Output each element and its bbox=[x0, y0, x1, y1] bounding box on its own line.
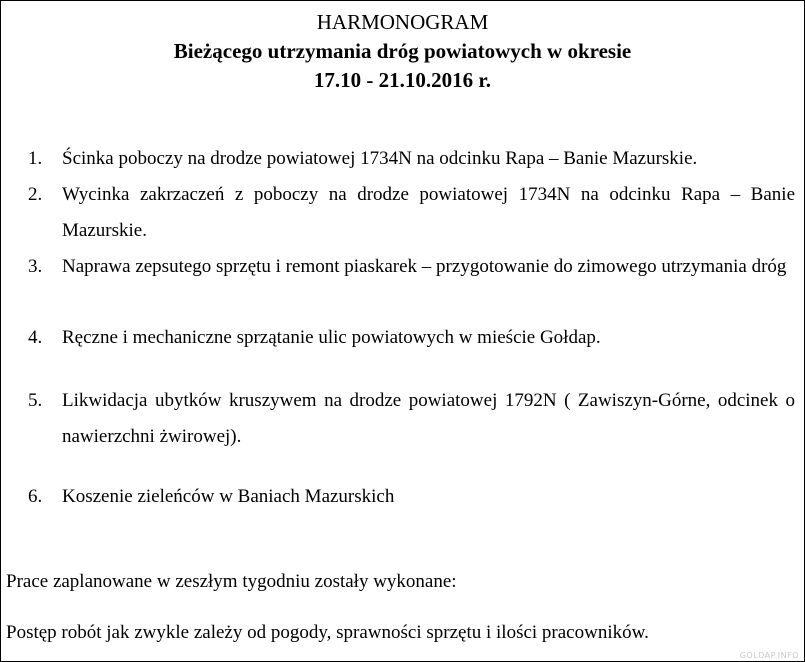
document-title: HARMONOGRAM bbox=[316, 10, 489, 34]
task-text: Wycinka zakrzaczeń z poboczy na drodze powiatowej 1734N na odcinku Rapa – Banie Mazurskie. bbox=[62, 184, 795, 241]
document-header bbox=[0, 8, 805, 95]
task-number: 6. bbox=[28, 486, 43, 507]
progress-note: Postęp robót jak zwykle zależy od pogody, sprawności sprzętu i ilości pracowników. bbox=[6, 622, 649, 643]
task-number: 3. bbox=[28, 256, 43, 277]
task-number: 4. bbox=[28, 327, 43, 348]
site-watermark: GOLDAP.INFO bbox=[739, 651, 799, 660]
task-text: Ścinka poboczy na drodze powiatowej 1734N na odcinku Rapa – Banie Mazurskie. bbox=[62, 148, 698, 169]
task-number: 5. bbox=[28, 390, 43, 411]
task-number: 2. bbox=[28, 184, 43, 205]
document-period: 17.10 - 21.10.2016 r. bbox=[313, 68, 492, 92]
task-text: Likwidacja ubytków kruszywem na drodze powiatowej 1792N ( Zawiszyn-Górne, odcinek o nawierzchni żwirowej). bbox=[62, 390, 795, 447]
task-text: Naprawa zepsutego sprzętu i remont piaskarek – przygotowanie do zimowego utrzymania dróg bbox=[62, 256, 787, 277]
task-text: Ręczne i mechaniczne sprzątanie ulic powiatowych w mieście Gołdap. bbox=[62, 327, 601, 348]
document-subtitle: Bieżącego utrzymania dróg powiatowych w okresie bbox=[173, 39, 632, 63]
task-text: Koszenie zieleńców w Baniach Mazurskich bbox=[62, 486, 395, 507]
completion-note: Prace zaplanowane w zeszłym tygodniu zostały wykonane: bbox=[6, 571, 457, 592]
task-number: 1. bbox=[28, 148, 43, 169]
